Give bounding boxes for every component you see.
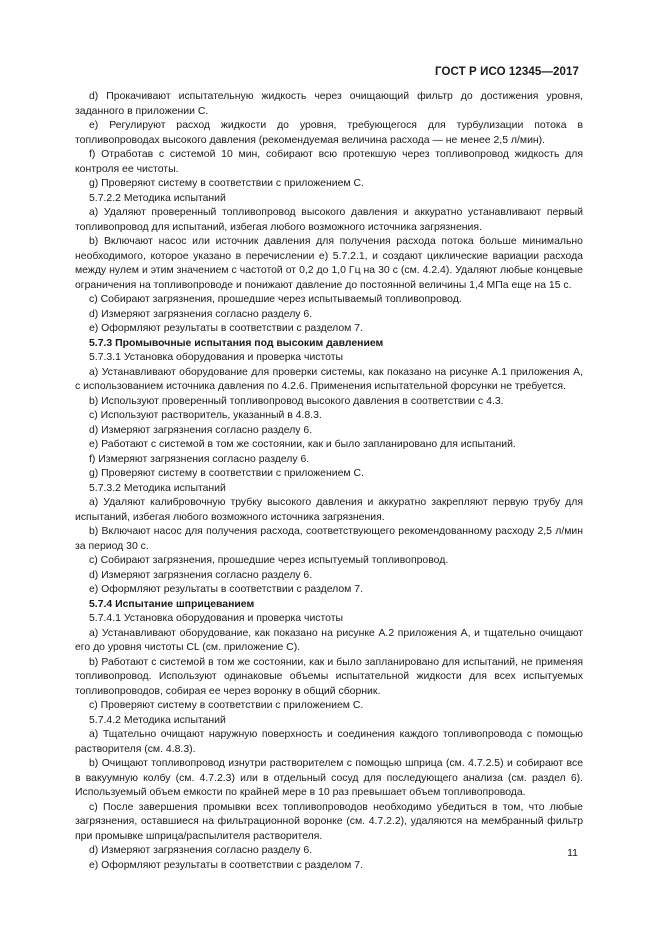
paragraph: b) Включают насос или источник давления для получения расхода потока больше минимально необходимого, которое указано в перечислении е) 5.7.2.1, и создают циклические вариации расхода между нулем и этим значением с частотой от 0,2 до 1,0 Гц на 30 с (см. 4.2.4). Удаляют любые концевые ограничения на топливопроводе и понижают давление до постоянной величины 1,4 МПа еще на 15 с. bbox=[75, 236, 583, 291]
paragraph: f) Отработав с системой 10 мин, собирают всю протекшую через топливопровод жидкость для контроля ее чистоты. bbox=[75, 149, 583, 175]
paragraph: с) Используют растворитель, указанный в 4.8.3. bbox=[89, 410, 322, 421]
paragraph: е) Работают с системой в том же состоянии, как и было запланировано для испытаний. bbox=[89, 439, 516, 450]
paragraph: g) Проверяют систему в соответствии с приложением С. bbox=[89, 178, 364, 189]
paragraph: а) Устанавливают оборудование, как показано на рисунке А.2 приложения А, и тщательно очищают его до уровня чистоты CL (см. приложение С). bbox=[75, 627, 583, 653]
paragraph: f) Измеряют загрязнения согласно разделу 6. bbox=[89, 453, 310, 465]
document-standard-id: ГОСТ Р ИСО 12345—2017 bbox=[434, 66, 579, 78]
paragraph: с) После завершения промывки всех топливопроводов необходимо убедиться в том, что любые загрязнения, оставшиеся на фильтрационной воронке (см. 4.7.2.2), удаляются на мембранный фильтр при промывке шприца/распылителя растворителя. bbox=[75, 801, 583, 842]
paragraph: 5.7.4.2 Методика испытаний bbox=[89, 714, 226, 726]
paragraph: а) Устанавливают оборудование для проверки системы, как показано на рисунке А.1 приложения А, с использованием источника давления по 4.2.6. Применения испытательной форсунки не требуется. bbox=[75, 366, 583, 392]
paragraph: b) Используют проверенный топливопровод высокого давления в соответствии с 4.3. bbox=[89, 395, 504, 407]
paragraph: d) Измеряют загрязнения согласно разделу 6. bbox=[89, 308, 313, 320]
paragraph: с) Собирают загрязнения, прошедшие через испытываемый топливопровод. bbox=[89, 294, 462, 305]
paragraph: g) Проверяют систему в соответствии с приложением С. bbox=[89, 468, 364, 479]
paragraph: b) Очищают топливопровод изнутри растворителем с помощью шприца (см. 4.7.2.5) и собирают все в вакуумную колбу (см. 4.7.2.3) или в отдельный сосуд для последующего анализа (см. раздел 6). Используемый объем емкости по крайней мере в 10 раз превышает объем топливопровода. bbox=[75, 758, 583, 798]
paragraph: с) Проверяют систему в соответствии с приложением С. bbox=[89, 700, 364, 711]
paragraph: с) Собирают загрязнения, прошедшие через испытуемый топливопровод. bbox=[89, 555, 449, 566]
paragraph: 5.7.2.2 Методика испытаний bbox=[89, 192, 226, 204]
paragraph: е) Оформляют результаты в соответствии с разделом 7. bbox=[89, 859, 363, 871]
page-number: 11 bbox=[567, 847, 578, 859]
document-body bbox=[75, 90, 583, 873]
paragraph: d) Измеряют загрязнения согласно разделу 6. bbox=[89, 569, 313, 581]
paragraph: 5.7.3.1 Установка оборудования и проверка чистоты bbox=[89, 352, 344, 363]
paragraph: а) Удаляют проверенный топливопровод высокого давления и аккуратно устанавливают первый топливопровод для испытаний, избегая любого возможного источника загрязнения. bbox=[75, 207, 583, 233]
paragraph: а) Удаляют калибровочную трубку высокого давления и аккуратно закрепляют первую трубу для испытаний, избегая любого возможного источника загрязнения. bbox=[75, 497, 583, 523]
section-heading: 5.7.4 Испытание шприцеванием bbox=[89, 598, 255, 610]
paragraph: 5.7.4.1 Установка оборудования и проверка чистоты bbox=[89, 613, 344, 624]
paragraph: е) Оформляют результаты в соответствии с разделом 7. bbox=[89, 584, 363, 595]
paragraph: е) Оформляют результаты в соответствии с разделом 7. bbox=[89, 323, 363, 334]
paragraph: а) Тщательно очищают наружную поверхность и соединения каждого топливопровода с помощью растворителя (см. 4.8.3). bbox=[75, 729, 583, 755]
paragraph: d) Измеряют загрязнения согласно разделу 6. bbox=[89, 424, 313, 436]
section-heading: 5.7.3 Промывочные испытания под высоким давлением bbox=[89, 337, 384, 349]
paragraph: 5.7.3.2 Методика испытаний bbox=[89, 482, 226, 494]
paragraph: d) Измеряют загрязнения согласно разделу 6. bbox=[89, 845, 313, 856]
paragraph: е) Регулируют расход жидкости до уровня, требующегося для турбулизации потока в топливопроводах высокого давления (рекомендуемая величина расхода — не менее 2,5 л/мин). bbox=[75, 120, 583, 146]
paragraph: b) Включают насос для получения расхода, соответствующего рекомендованному расходу 2,5 л/мин за период 30 с. bbox=[75, 526, 583, 552]
paragraph: b) Работают с системой в том же состоянии, как и было запланировано для испытаний, не применяя топливопровод. Используют одинаковые объемы испытательной жидкости для всех испытуемых топливопроводов, собирая ее через воронку в общий сборник. bbox=[75, 656, 583, 697]
paragraph: d) Прокачивают испытательную жидкость через очищающий фильтр до достижения уровня, заданного в приложении С. bbox=[75, 91, 583, 117]
